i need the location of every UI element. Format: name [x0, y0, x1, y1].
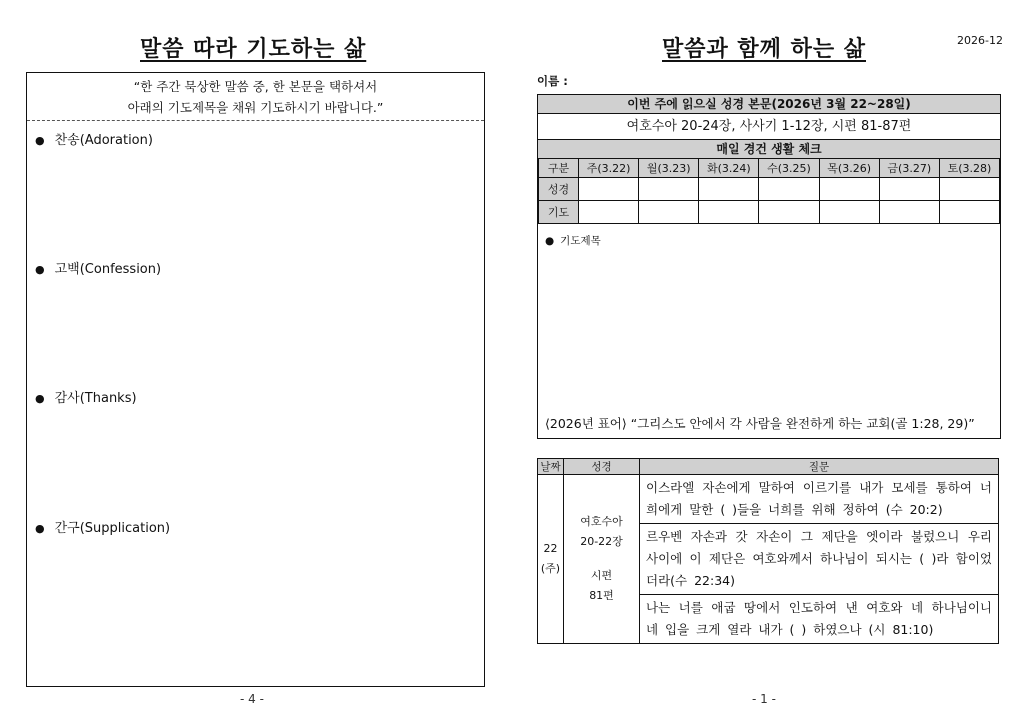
section-confession: [35, 258, 161, 277]
section-adoration: [35, 129, 153, 148]
left-page-number: - 4 -: [240, 692, 264, 706]
check-cell[interactable]: [699, 201, 759, 224]
weekly-reading-box: [537, 94, 1001, 439]
check-row-prayer: [539, 201, 1000, 224]
check-cell[interactable]: [579, 201, 639, 224]
check-cell[interactable]: [639, 178, 699, 201]
check-cell[interactable]: [759, 201, 819, 224]
qa-header-date: 날짜: [538, 459, 564, 475]
section-label: 감사(Thanks): [54, 391, 137, 406]
qa-date-cell: [538, 475, 564, 644]
qa-question-1[interactable]: 이스라엘 자손에게 말하여 이르기를 내가 모세를 통하여 너희에게 말한 ( )들을 너희를 위해 정하여 (수 20:2): [640, 475, 999, 524]
qa-header-row: [538, 459, 999, 475]
qa-book-2: 시편: [590, 569, 613, 582]
qa-question-3[interactable]: 나는 너를 애굽 땅에서 인도하여 낸 여호와 네 하나님이니 네 입을 크게 열라 내가 ( ) 하였으나 (시 81:10): [640, 595, 999, 644]
prayer-label: 기도제목: [560, 235, 601, 247]
section-label: 간구(Supplication): [54, 521, 171, 536]
qa-table: [537, 458, 999, 644]
section-label: 찬송(Adoration): [54, 133, 153, 148]
instruction-line-2: 아래의 기도제목을 채워 기도하시기 바랍니다.”: [127, 100, 384, 115]
bullet-icon: ●: [35, 263, 45, 276]
check-cell[interactable]: [939, 201, 999, 224]
check-corner: 구분: [539, 159, 579, 178]
year-motto: ⟨2026년 표어⟩ “그리스도 안에서 각 사람을 완전하게 하는 교회(골 1:28, 29)”: [545, 416, 975, 431]
row-label-prayer: 기도: [539, 201, 579, 224]
reading-header: 이번 주에 읽으실 성경 본문(2026년 3월 22~28일): [538, 95, 1000, 114]
qa-weekday: (주): [540, 562, 561, 575]
qa-book-cell: [564, 475, 640, 644]
day-fri: 금(3.27): [879, 159, 939, 178]
check-cell[interactable]: [639, 201, 699, 224]
check-cell[interactable]: [759, 178, 819, 201]
check-header: 매일 경건 생활 체크: [538, 140, 1000, 158]
daily-check-table: [538, 158, 1000, 224]
day-thu: 목(3.26): [819, 159, 879, 178]
instruction-line-1: “한 주간 묵상한 말씀 중, 한 본문을 택하셔서: [133, 79, 378, 94]
check-header-row: [539, 159, 1000, 178]
bullet-icon: ●: [35, 392, 45, 405]
check-cell[interactable]: [819, 201, 879, 224]
qa-book-2-chapters: 81편: [589, 589, 614, 602]
qa-question-2[interactable]: 르우벤 자손과 갓 자손이 그 제단을 엣이라 불렀으니 우리 사이에 이 제단은 여호와께서 하나님이 되시는 ( )라 함이었더라(수 22:34): [640, 524, 999, 595]
qa-date: 22: [543, 542, 558, 555]
left-page-title: 말씀 따라 기도하는 삶: [140, 37, 367, 62]
bullet-icon: ●: [35, 522, 45, 535]
check-row-bible: [539, 178, 1000, 201]
bullet-icon: ●: [35, 134, 45, 147]
section-supplication: [35, 517, 170, 536]
day-mon: 월(3.23): [639, 159, 699, 178]
qa-row: [538, 475, 999, 524]
day-sat: 토(3.28): [939, 159, 999, 178]
check-cell[interactable]: [819, 178, 879, 201]
prayer-topics-heading: [545, 233, 601, 248]
qa-header-question: 질문: [640, 459, 999, 475]
instruction-block: [27, 73, 484, 121]
right-page-number: - 1 -: [752, 692, 776, 706]
right-page-title: 말씀과 함께 하는 삶: [662, 37, 866, 62]
check-cell[interactable]: [939, 178, 999, 201]
check-cell[interactable]: [879, 178, 939, 201]
row-label-bible: 성경: [539, 178, 579, 201]
qa-book-1-chapters: 20-22장: [580, 535, 623, 548]
section-label: 고백(Confession): [54, 262, 162, 277]
check-cell[interactable]: [699, 178, 759, 201]
issue-code: 2026-12: [957, 34, 1003, 47]
day-sun: 주(3.22): [579, 159, 639, 178]
reading-passages: 여호수아 20-24장, 사사기 1-12장, 시편 81-87편: [538, 114, 1000, 140]
section-thanks: [35, 387, 137, 406]
prayer-topics-area[interactable]: [538, 224, 1000, 438]
check-cell[interactable]: [879, 201, 939, 224]
check-cell[interactable]: [579, 178, 639, 201]
prayer-worksheet-box: [26, 72, 485, 687]
name-label: 이름 :: [537, 74, 568, 88]
day-tue: 화(3.24): [699, 159, 759, 178]
qa-header-book: 성경: [564, 459, 640, 475]
day-wed: 수(3.25): [759, 159, 819, 178]
qa-book-1: 여호수아: [580, 515, 623, 528]
bullet-icon: ●: [545, 235, 555, 247]
